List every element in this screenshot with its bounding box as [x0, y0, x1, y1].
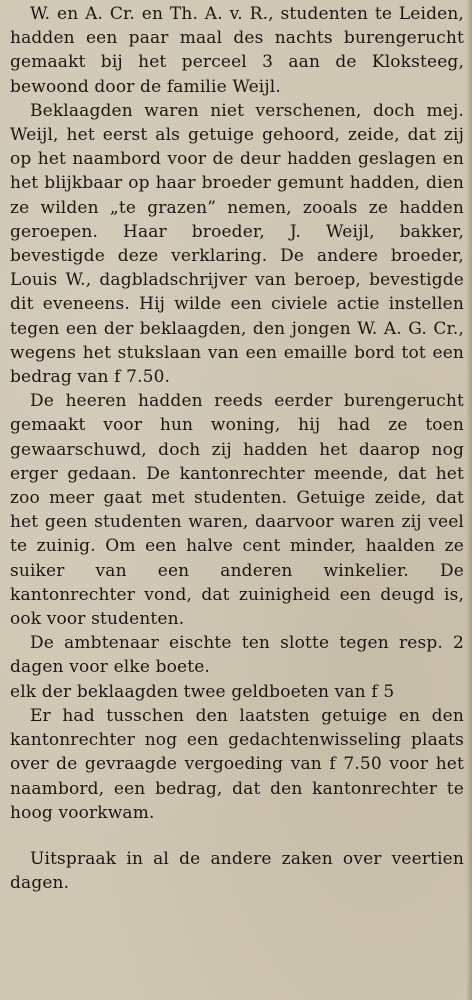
article-paragraph-demand: De ambtenaar eischte ten slotte tegen resp. 2 dagen voor elke boete.	[10, 633, 464, 678]
article-paragraph-prior-incidents: De heeren hadden reeds eerder burengerucht gemaakt voor hun woning, hij had ze toen gewaarschuwd, doch zij hadden het daarop nog erger gedaan. De kantonrechter meende, dat het zoo meer gaat met studenten. Getuige zeide, dat het geen studenten waren, daarvoor waren zij veel te zuinig. Om een halve cent minder, haalden ze suiker van een anderen winkelier. De kantonrechter vond, dat zuinigheid een deugd is, ook voor studenten.	[10, 391, 464, 630]
paper-edge-shadow	[466, 0, 472, 1000]
article-paragraph-verdict-date: Uitspraak in al de andere zaken over veertien dagen.	[10, 848, 464, 894]
article-paragraph-intro: W. en A. Cr. en Th. A. v. R., studenten te Leiden, hadden een paar maal des nachts burengerucht gemaakt bij het perceel 3 aan de Kloksteeg, bewoond door de familie Weijl.	[10, 4, 464, 97]
article-paragraph-exchange: Er had tusschen den laatsten getuige en den kantonrechter nog een gedachtenwisseling plaats over de gevraagde vergoeding van f 7.50 voor het naambord, een bedrag, dat den kantonrechter te hoog voorkwam.	[10, 705, 464, 823]
article-body	[10, 2, 464, 895]
article-paragraph-fines: elk der beklaagden twee geldboeten van f 5	[10, 681, 395, 702]
article-paragraph-testimony: Beklaagden waren niet verschenen, doch mej. Weijl, het eerst als getuige gehoord, zeide, dat zij op het naambord voor de deur hadden geslagen en het blijkbaar op haar broeder gemunt hadden, dien ze wilden „te grazen” nemen, zooals ze hadden geroepen. Haar broeder, J. Weijl, bakker, bevestigde deze verklaring. De andere broeder, Louis W., dagbladschrijver van beroep, bevestigde dit eveneens. Hij wilde een civiele actie instellen tegen een der beklaagden, den jongen W. A. G. Cr., wegens het stukslaan van een emaille bord tot een bedrag van f 7.50.	[10, 100, 464, 388]
